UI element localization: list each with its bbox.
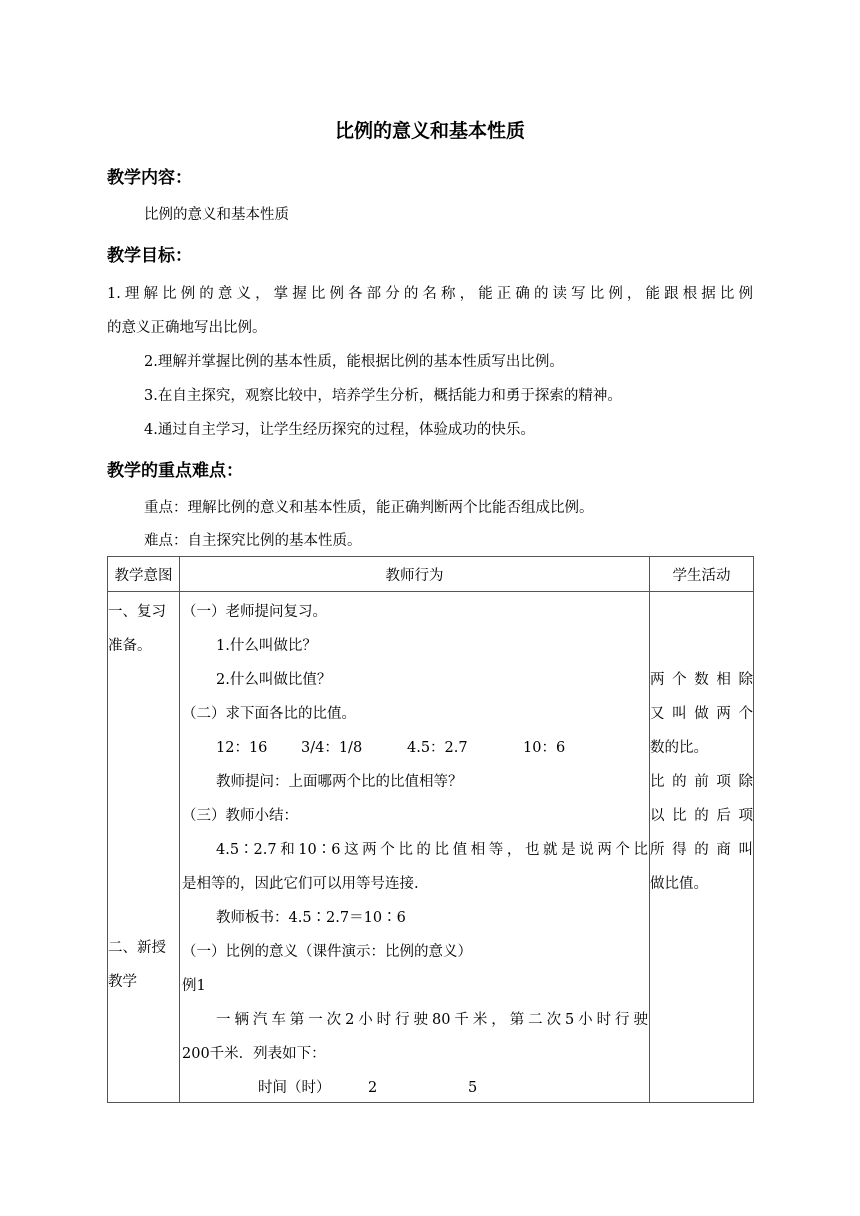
table-body-row (108, 592, 754, 1103)
teacher-cell (180, 592, 650, 1103)
goal-2: 2.理解并掌握比例的基本性质，能根据比例的基本性质写出比例。 (144, 354, 564, 370)
teacher-line-3: 2.什么叫做比值？ (216, 672, 332, 688)
key-point: 重点：理解比例的意义和基本性质，能正确判断两个比能否组成比例。 (144, 500, 594, 516)
document-title: 比例的意义和基本性质 (334, 120, 525, 142)
student-b2: 以比的后项 (650, 808, 753, 824)
header-intent: 教学意图 (108, 557, 180, 592)
intent-new-2: 教学 (108, 974, 137, 990)
speed-table-row (258, 1076, 477, 1097)
intent-review-2: 准备。 (108, 638, 152, 654)
time-value-2: 5 (468, 1080, 478, 1096)
goal-4: 4.通过自主学习，让学生经历探究的过程，体验成功的快乐。 (144, 422, 535, 438)
difficulty: 难点：自主探究比例的基本性质。 (144, 533, 362, 549)
teacher-line-4: （二）求下面各比的比值。 (182, 706, 356, 722)
student-cell (650, 592, 754, 1103)
teacher-line-12: 例1 (182, 978, 206, 994)
teacher-line-9: 是相等的，因此它们可以用等号连接. (182, 876, 419, 892)
ratio-1: 12：16 (216, 740, 268, 756)
header-teacher: 教师行为 (180, 557, 650, 592)
teacher-line-7: （三）教师小结： (182, 808, 298, 824)
teacher-line-8: 4.5∶2.7和10∶6这两个比的比值相等，也就是说两个比 (216, 842, 648, 858)
header-student: 学生活动 (650, 557, 754, 592)
content-text: 比例的意义和基本性质 (144, 207, 289, 223)
teacher-line-2: 1.什么叫做比？ (216, 638, 317, 654)
teacher-line-10: 教师板书：4.5∶2.7＝10∶6 (216, 910, 406, 926)
teacher-line-14: 200千米．列表如下： (182, 1046, 326, 1062)
student-a3: 数的比。 (650, 740, 708, 756)
ratio-2: 3/4：1/8 (301, 740, 363, 756)
key-heading: 教学的重点难点： (107, 461, 243, 481)
teacher-line-13: 一辆汽车第一次2小时行驶80千米，第二次5小时行驶 (216, 1012, 648, 1028)
teacher-line-11: （一）比例的意义（课件演示：比例的意义） (182, 944, 472, 960)
intent-cell (108, 592, 180, 1103)
intent-review-1: 一、复习 (108, 604, 166, 620)
teacher-line-6: 教师提问：上面哪两个比的比值相等？ (216, 774, 463, 790)
student-b3: 所得的商叫 (650, 842, 753, 858)
student-a1: 两个数相除 (650, 672, 753, 688)
ratio-3: 4.5：2.7 (407, 740, 468, 756)
ratio-4: 10：6 (523, 740, 566, 756)
goal-1-line-1: 1.理解比例的意义，掌握比例各部分的名称，能正确的读写比例，能跟根据比例 (107, 286, 753, 302)
ratio-list (216, 736, 565, 757)
goal-3: 3.在自主探究，观察比较中，培养学生分析，概括能力和勇于探索的精神。 (144, 388, 622, 404)
time-value-1: 2 (368, 1080, 378, 1096)
teacher-line-1: （一）老师提问复习。 (182, 604, 327, 620)
student-b1: 比的前项除 (650, 774, 753, 790)
time-label: 时间（时） (258, 1080, 331, 1096)
intent-new-1: 二、新授 (108, 940, 166, 956)
student-b4: 做比值。 (650, 876, 708, 892)
student-a2: 又叫做两个 (650, 706, 753, 722)
table-header-row (108, 557, 754, 592)
goals-heading: 教学目标： (107, 246, 192, 266)
goal-1-line-2: 的意义正确地写出比例。 (107, 320, 267, 336)
content-heading: 教学内容： (107, 168, 192, 188)
lesson-table (107, 556, 754, 1103)
